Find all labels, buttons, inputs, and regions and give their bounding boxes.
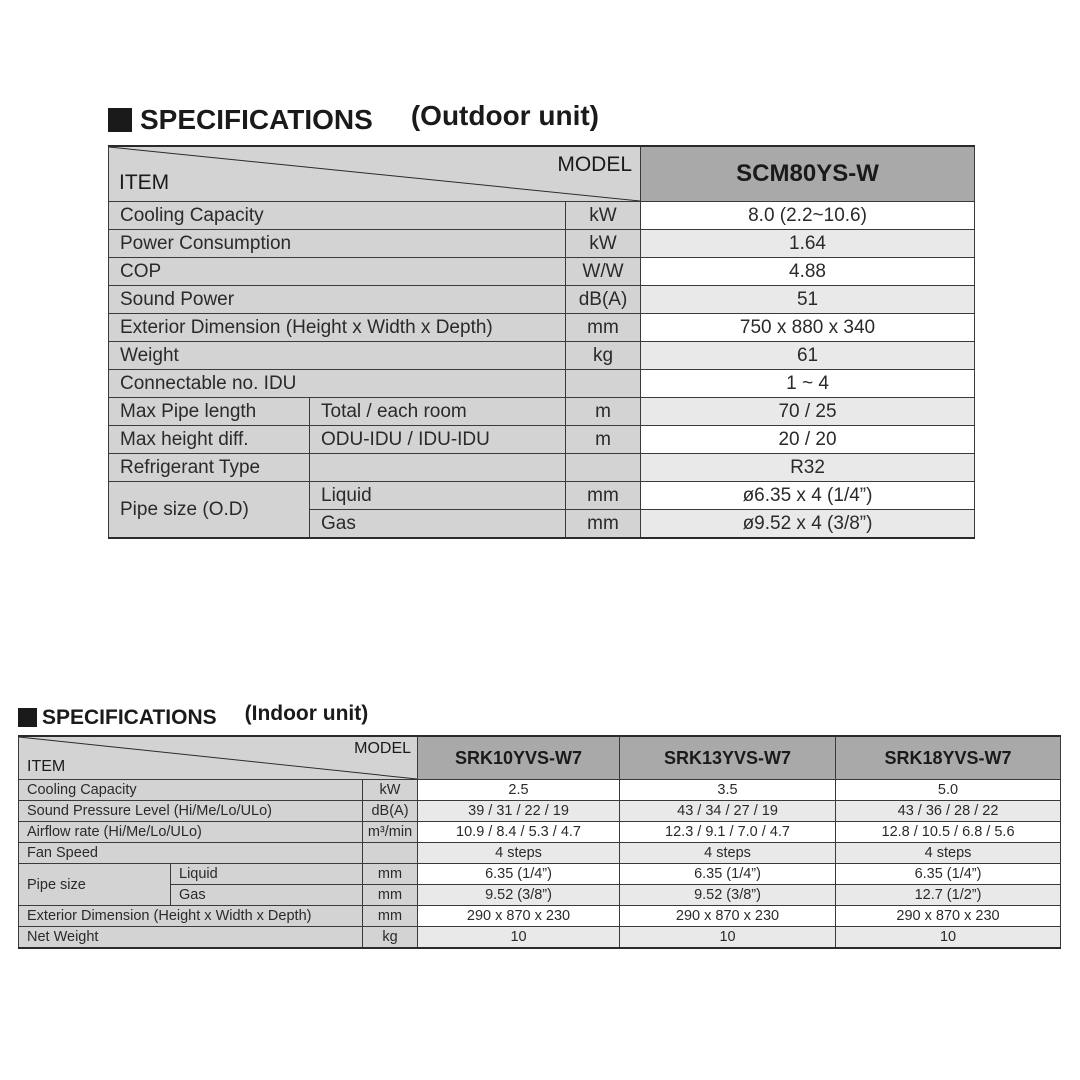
row-unit: mm [363, 885, 418, 906]
row-value: 43 / 36 / 28 / 22 [836, 801, 1061, 822]
table-row [109, 426, 975, 454]
row-value: 290 x 870 x 230 [418, 906, 620, 927]
row-value: 43 / 34 / 27 / 19 [620, 801, 836, 822]
row-value: ø9.52 x 4 (3/8”) [641, 510, 975, 539]
table-row [109, 398, 975, 426]
outdoor-header-item-model [109, 146, 641, 202]
row-unit: mm [566, 314, 641, 342]
row-value: 1 ~ 4 [641, 370, 975, 398]
row-value: 3.5 [620, 780, 836, 801]
row-value: 51 [641, 286, 975, 314]
indoor-spec-table [18, 735, 1061, 949]
model-name-cell: SCM80YS-W [641, 146, 975, 202]
row-unit: kW [566, 230, 641, 258]
indoor-subtitle: (Indoor unit) [244, 702, 369, 725]
table-row [19, 780, 1061, 801]
row-value: 10 [418, 927, 620, 949]
row-label: Max height diff. [109, 426, 310, 454]
row-value: R32 [641, 454, 975, 482]
row-value: 10 [620, 927, 836, 949]
row-sublabel: Gas [171, 885, 363, 906]
row-unit: kg [566, 342, 641, 370]
row-value: 1.64 [641, 230, 975, 258]
row-unit: kg [363, 927, 418, 949]
square-bullet-icon [108, 108, 132, 132]
table-row [109, 370, 975, 398]
table-row [109, 202, 975, 230]
row-sublabel: Liquid [171, 864, 363, 885]
row-label: Power Consumption [109, 230, 566, 258]
row-value: 4 steps [836, 843, 1061, 864]
table-row [109, 482, 975, 510]
row-label: Fan Speed [19, 843, 363, 864]
row-sublabel: Total / each room [310, 398, 566, 426]
row-label: Exterior Dimension (Height x Width x Depth) [109, 314, 566, 342]
row-value: 6.35 (1/4”) [836, 864, 1061, 885]
row-label: Weight [109, 342, 566, 370]
row-value: 9.52 (3/8”) [418, 885, 620, 906]
row-unit: mm [363, 864, 418, 885]
square-bullet-icon [18, 708, 37, 727]
row-unit: m³/min [363, 822, 418, 843]
row-value: 290 x 870 x 230 [620, 906, 836, 927]
table-row [109, 314, 975, 342]
row-label: Cooling Capacity [109, 202, 566, 230]
table-row [19, 801, 1061, 822]
row-value: 6.35 (1/4”) [418, 864, 620, 885]
row-label: Sound Power [109, 286, 566, 314]
table-row [19, 822, 1061, 843]
row-value: 4 steps [620, 843, 836, 864]
model-header: MODEL [354, 740, 412, 757]
indoor-header-item-model [19, 736, 418, 780]
outdoor-section-title [108, 100, 599, 136]
row-value: 70 / 25 [641, 398, 975, 426]
model-name-cell: SRK18YVS-W7 [836, 736, 1061, 780]
row-unit [566, 454, 641, 482]
model-name-cell: SRK13YVS-W7 [620, 736, 836, 780]
row-label: Max Pipe length [109, 398, 310, 426]
table-row [19, 864, 1061, 885]
row-value: ø6.35 x 4 (1/4”) [641, 482, 975, 510]
row-value: 12.8 / 10.5 / 6.8 / 5.6 [836, 822, 1061, 843]
row-value: 5.0 [836, 780, 1061, 801]
table-row [109, 342, 975, 370]
row-value: 750 x 880 x 340 [641, 314, 975, 342]
table-row [109, 230, 975, 258]
table-row [19, 843, 1061, 864]
table-row [19, 906, 1061, 927]
row-label: Connectable no. IDU [109, 370, 566, 398]
outdoor-spec-table [108, 145, 975, 539]
table-row [19, 885, 1061, 906]
row-value: 8.0 (2.2~10.6) [641, 202, 975, 230]
table-row [109, 286, 975, 314]
row-sublabel: Gas [310, 510, 566, 539]
row-value: 2.5 [418, 780, 620, 801]
row-unit: m [566, 398, 641, 426]
row-value: 20 / 20 [641, 426, 975, 454]
row-label: Refrigerant Type [109, 454, 310, 482]
outdoor-title: SPECIFICATIONS [140, 104, 373, 135]
row-sublabel: Liquid [310, 482, 566, 510]
row-unit: mm [363, 906, 418, 927]
indoor-title: SPECIFICATIONS [42, 706, 217, 729]
row-sublabel: ODU-IDU / IDU-IDU [310, 426, 566, 454]
row-unit: mm [566, 482, 641, 510]
row-value: 4.88 [641, 258, 975, 286]
row-label: Sound Pressure Level (Hi/Me/Lo/ULo) [19, 801, 363, 822]
row-unit [566, 370, 641, 398]
row-label: Cooling Capacity [19, 780, 363, 801]
row-value: 12.3 / 9.1 / 7.0 / 4.7 [620, 822, 836, 843]
row-value: 10 [836, 927, 1061, 949]
row-unit: dB(A) [363, 801, 418, 822]
row-unit: m [566, 426, 641, 454]
row-value: 6.35 (1/4”) [620, 864, 836, 885]
row-value: 12.7 (1/2”) [836, 885, 1061, 906]
item-header: ITEM [119, 171, 170, 194]
row-label: Net Weight [19, 927, 363, 949]
model-name-cell: SRK10YVS-W7 [418, 736, 620, 780]
row-label: Pipe size [19, 864, 171, 906]
row-label: Pipe size (O.D) [109, 482, 310, 539]
row-unit [363, 843, 418, 864]
row-unit: W/W [566, 258, 641, 286]
row-value: 39 / 31 / 22 / 19 [418, 801, 620, 822]
row-value: 4 steps [418, 843, 620, 864]
table-row [109, 258, 975, 286]
row-unit: kW [566, 202, 641, 230]
item-header: ITEM [27, 758, 66, 775]
row-label: Airflow rate (Hi/Me/Lo/ULo) [19, 822, 363, 843]
row-value: 61 [641, 342, 975, 370]
row-unit: kW [363, 780, 418, 801]
table-row [109, 454, 975, 482]
indoor-section-title [18, 702, 368, 730]
row-label: COP [109, 258, 566, 286]
model-header: MODEL [557, 153, 633, 176]
row-unit: dB(A) [566, 286, 641, 314]
table-row [19, 927, 1061, 949]
row-unit: mm [566, 510, 641, 539]
row-label: Exterior Dimension (Height x Width x Depth) [19, 906, 363, 927]
outdoor-subtitle: (Outdoor unit) [410, 100, 599, 131]
row-value: 9.52 (3/8”) [620, 885, 836, 906]
row-value: 290 x 870 x 230 [836, 906, 1061, 927]
row-sublabel [310, 454, 566, 482]
row-value: 10.9 / 8.4 / 5.3 / 4.7 [418, 822, 620, 843]
